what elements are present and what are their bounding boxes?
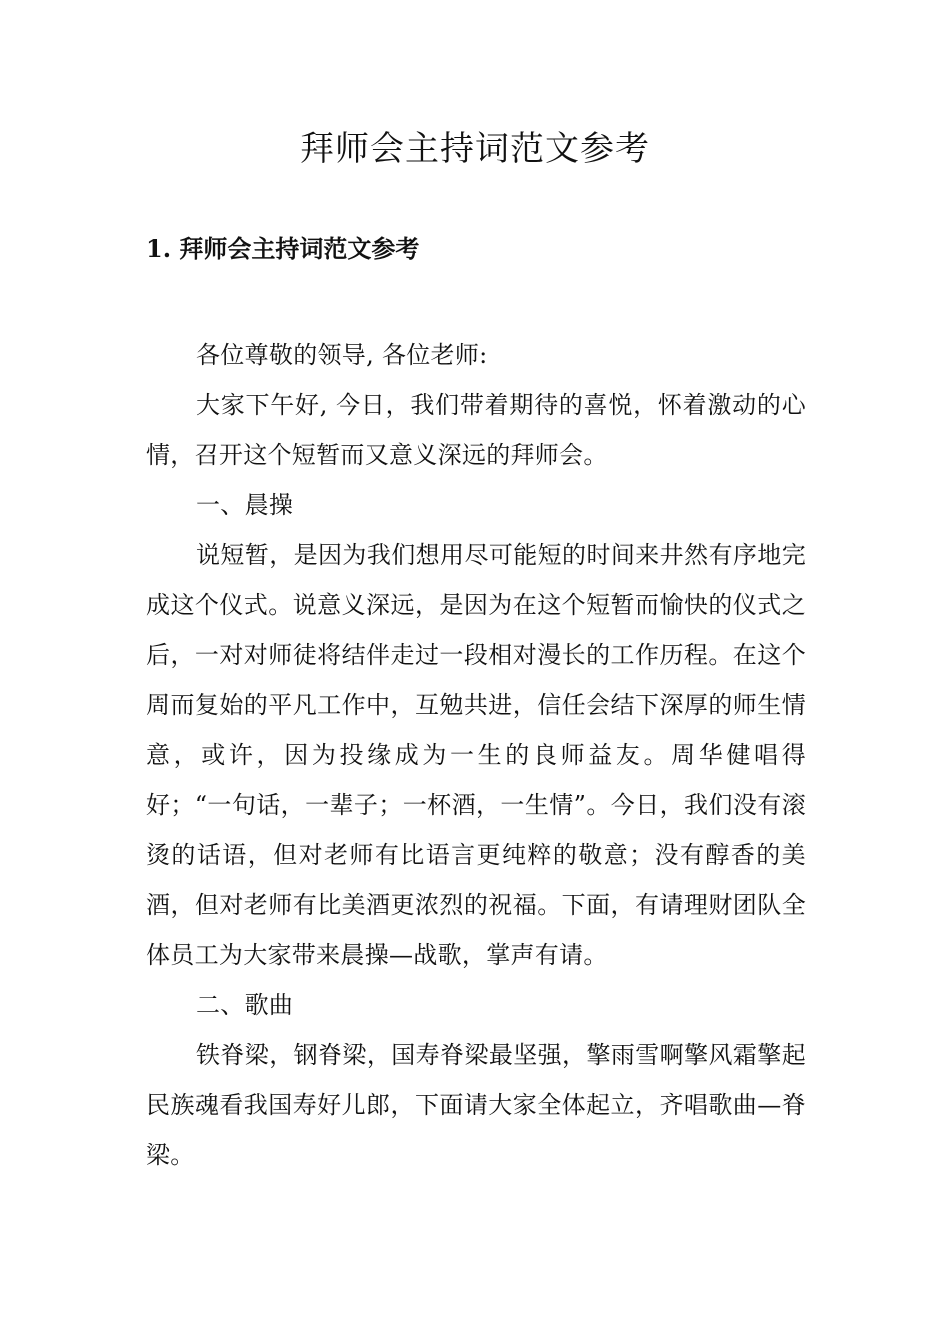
main-paragraph: 说短暂，是因为我们想用尽可能短的时间来井然有序地完成这个仪式。说意义深远，是因为在这个短暂而愉快的仪式之后，一对对师徒将结伴走过一段相对漫长的工作历程。在这个周而复始的平凡工作中，互勉共进，信任会结下深厚的师生情意，或许，因为投缘成为一生的良师益友。周华健唱得好；“一句话，一辈子；一杯酒，一生情”。今日，我们没有滚烫的话语，但对老师有比语言更纯粹的敬意；没有醇香的美酒，但对老师有比美酒更浓烈的祝福。下面，有请理财团队全体员工为大家带来晨操—战歌，掌声有请。 (146, 541, 806, 969)
document-body (146, 330, 806, 1180)
opening-paragraph: 大家下午好, 今日，我们带着期待的喜悦，怀着激动的心情，召开这个短暂而又意义深远的拜师会。 (146, 391, 806, 469)
subheading-morning-exercise: 一、晨操 (196, 491, 294, 519)
subheading-song: 二、歌曲 (196, 991, 294, 1019)
song-paragraph: 铁脊梁，钢脊梁，国寿脊梁最坚强，擎雨雪啊擎风霜擎起民族魂看我国寿好儿郎，下面请大家全体起立，齐唱歌曲—脊梁。 (146, 1041, 806, 1169)
salutation-paragraph: 各位尊敬的领导, 各位老师: (196, 341, 488, 369)
document-title: 拜师会主持词范文参考 (300, 129, 650, 169)
section-heading: 1. 拜师会主持词范文参考 (146, 234, 420, 263)
